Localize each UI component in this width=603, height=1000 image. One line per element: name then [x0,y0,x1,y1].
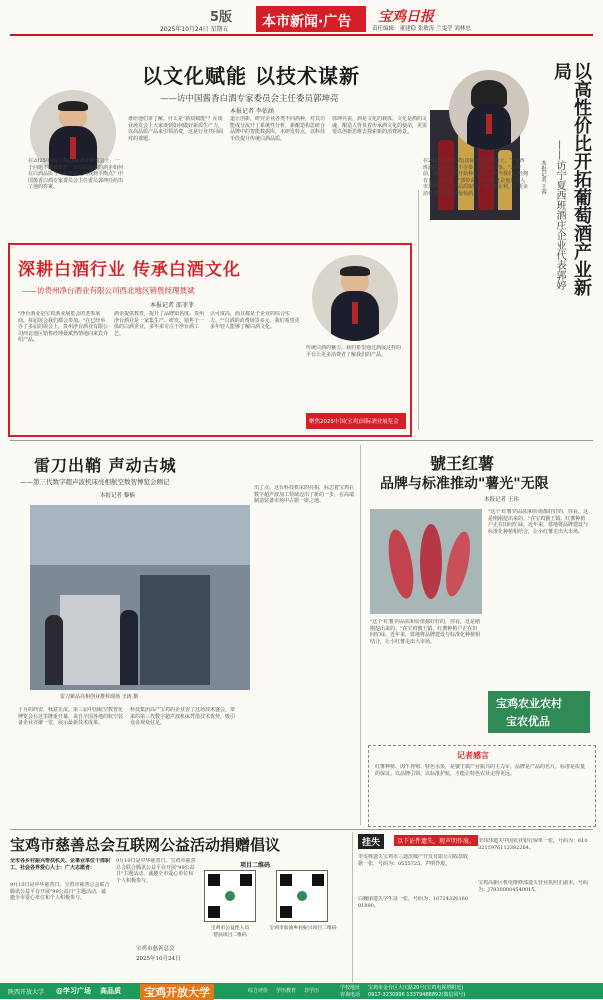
classified-note: 以下证件遗失，现声明作废。 [394,835,478,846]
article-body: "这个'红薯'的品质和价值都好好的，你看，这是刚刚挖出来的。"在宝鸡號王镇，红薯种植户正在田间忙碌。近年来，當地将品牌建设与标准化种植相结合，让小红薯走出大市场。 [370,619,481,645]
footer-tag: 非学历 [304,988,320,994]
footer-badge: 陕西开放大学 [8,989,45,996]
article-byline: 本报记者 邵菲菲 [150,302,194,309]
classified-item: 白巍丽遗失学生证一张，号码为：1072432016001890。 [358,896,468,909]
footer-address: 宝鸡市金台区大庆路20号(宝鸡电视塔附近) [368,985,464,991]
section-title: 本市新闻·广告 [262,14,352,30]
footer-slogan: 高品质 [100,987,121,995]
article-subtitle: ——第三代数字超声波机床亮相航空数智博览会侧记 [20,478,170,486]
article-column: 出了点。这台科技机床的亮相，标志着宝鸡在数字超声波加工领域迈出了新的一步，在高端制造装备市场中占据一席之地。 [254,485,355,505]
footer-tag: 学历教育 [276,988,297,994]
article-column: "净台酒业是宝鸡酒业展览会的老参展商，每届展会我们都会参加。"在已经举办了多届的展会上，贵州净台酒业有限公司西北地区销售经理聂斌热情地向来宾介绍产品。 [18,311,109,344]
qr-caption: 宝鸡市公益性人员 帮扶项目二维码 [210,926,250,938]
classifieds [356,832,594,982]
article-column: 认可度高，而且都是子企业的综合实力。""白酒的消费场景多元，我们希望更多年轻人能够了解白酒文化。 [210,311,300,331]
sweet-potato-photo [370,509,482,614]
article-title: 以文化赋能 以技术谋新 [142,64,360,88]
footer-tag: 综合评价 [248,988,269,994]
article-column: 十月的西安，秋意正浓。第三届中国航空数智化博览会在这里隆重开幕，来自全国各地的航空装备企业齐聚一堂，展示最新技术成果。 [18,707,124,727]
editors-line: 责任编辑：董建稳 张敏涛 兰雯莹 刘林忠 [372,26,471,32]
article-leidao [10,445,360,825]
footer-brand: 宝鸡开放大学 [140,984,214,1000]
portrait-photo [449,70,529,150]
article-column: 科技集团高产宝鸡的企业香了这场技术盛会，带来的第三代数字超声波机床凭借技术优势，吸引众多观众驻足。 [130,707,236,727]
classified-item: 宝鸡高新区机电维修部遗失营业执照正副本，号码为：J79300004540015。 [478,880,589,893]
article-title: 深耕白酒行业 传承白酒文化 [18,260,241,280]
article-body: 在2025中国(宝鸡)国际酒业展览会上，宁夏西班酒庄展位前有不少参观者驻足品鉴。"20年前，我们在这里开始种植葡萄，如今我们已经拥有自己的酒庄。"郭婷说，高性价比是他们进入市场的关键，以品质取胜、以价格让利，让更多消费者喝得起好葡萄酒。 [423,158,528,197]
article-title: 號王红薯 [430,454,495,473]
article-column: 在2025中国(宝鸡)国际酒业展览会上，一个问题不断被提起：专注高品质的酒企如何在白酒品质与文化体验之间找到平衡点？中国酱香白酒专家委员会主任委员郭坤亮给出了他的答案。 [28,158,123,191]
article-interview-niebin [8,243,412,437]
footer-phone: 0917-3230996 13379488892(微信同号) [368,992,466,998]
article-sweet-potato [364,445,596,745]
article-subtitle: ——访中国酱香白酒专家委员会主任委员郭坤亮 [160,94,339,104]
qr-code[interactable] [276,870,328,922]
article-column: 道让创新，研究企业各类不同酒种，对其功能成分流开了系统性分析，新酿造构思研合品牌中的智能数据库，本研发特点，以科技手段提升传统白酒品质。 [230,116,326,142]
charity-body-2: 9月10日是中华慈善日。宝鸡市慈善总会联合腾讯公益平台开展"99公益日"主题活动，诚邀全市爱心单位和个人积极参与。 [116,858,196,884]
exhibition-photo [30,505,250,690]
page-header [10,6,593,34]
topic-banner-text: 聚焦2025中国(宝鸡)国际酒业展览会 [309,419,399,425]
charity-appeal [8,832,348,982]
article-column: 酒企提供教育，提升了品牌知名度。贵州净台酒业是一家集生产、研发、销售于一体的白酒企业，多年来专注于净台酒工艺。 [114,311,205,337]
qr-code[interactable] [204,870,256,922]
footer-slogan: @学习广场 [56,987,91,995]
photo-caption: 雷刀新品亮相创业推荐现场 王涛 摄 [60,694,139,700]
charity-date: 2025年10月24日 [136,956,181,962]
article-byline: 本报记者 李依涵 [230,108,274,115]
charity-body: 9月10日是中华慈善日。宝鸡市慈善总会联合腾讯公益平台开展"99公益日"主题活动，诚邀全市爱心单位和个人积极参与。 [10,882,110,902]
note-body: 红薯种植、肉牛养殖、特色水果，是號王镇产业振兴的主力军。品牌是产品的名片，标准是质量的保证。以品牌引领、以标准护航，才能让特色农业走得更远。 [375,764,586,777]
charity-signature: 宝鸡市慈善总会 [136,946,175,952]
ad-badge-line2: 宝农优品 [506,715,550,728]
article-title: 雷刀出鞘 声动古城 [34,456,177,475]
article-body-right: "这个'红薯'的品质和价值都好好的，你看，这是刚刚挖出来的。"在宝鸡號王镇，红薯种植户正在田间忙碌。近年来，當地将品牌建设与标准化种植相结合，让小红薯走出大市场。 [488,509,589,535]
ad-badge-line1: 宝鸡农业农村 [496,697,562,710]
classified-tag: 挂失 [358,834,384,849]
issue-date: 2025年10月24日 星期五 [160,26,229,33]
article-interview-guoting [415,40,595,435]
article-column: 郭坤亮说，酒是文化的载体，文化是酒的灵魂。酿造人背负着传承酒文化的使命，更需要以创新思维去探索新的消费场景。 [332,116,427,136]
reporter-note [368,745,596,827]
newspaper-logo: 宝鸡日报 [378,9,434,25]
ad-badge [488,691,590,733]
charity-intro: 全市各乡村振兴帮扶机关、企事业单位干部职工、社会各界爱心人士：广大志愿者： [10,858,110,871]
topic-banner [306,413,406,429]
qr-caption: 宝鸡市加油乡村振兴项目二维码 [269,926,337,931]
article-column: 传统白酒的魅力。我们希望通过酒展这样的平台让更多消费者了解我们的产品。 [306,345,402,358]
article-subtitle: ——访宁夏西班酒庄企业代表郭婷 [554,140,565,290]
footer-address-label: 学校地址 [340,985,361,991]
article-title-second: 品牌与标准推动"薯光"无限 [380,476,549,492]
article-title: 以高性价比开拓葡萄酒产业新局 [551,62,592,296]
article-subtitle: ——访贵州净台酒业有限公司西北地区销售经理聂斌 [22,286,195,295]
classified-item: 李雯桦遗失宝鸡市三迪滨城产开发有限公司收款收据一张，号码为：0555725，声明作废。 [358,854,468,867]
article-byline: 本报记者 黎楠 [100,493,135,499]
edition-label: 5版 [210,10,233,25]
footer-phone-label: 咨询电话 [340,992,361,998]
qr-section-title: 项目二维码 [240,862,271,869]
article-byline: 本报记者 王蓉 [540,160,546,195]
classified-item: 李玮玮遗失中国农业银行保单一张，号码为：6103211976112382264。 [478,838,588,851]
note-title: 记者感言 [457,750,489,760]
footer-ad [0,983,603,999]
article-byline: 本报记者 王玮 [484,497,519,503]
portrait-photo [312,255,398,341]
charity-title: 宝鸡市慈善总会互联网公益活动捐赠倡议 [10,836,281,854]
section-badge [256,6,366,32]
article-column: 谁给他们讲了解。什么是"新质赋能"？在谈业场发会上大家谈到如何做好新质生产力，以高品质产品来引领消费，这是行业共同面对的课题。 [128,116,224,142]
